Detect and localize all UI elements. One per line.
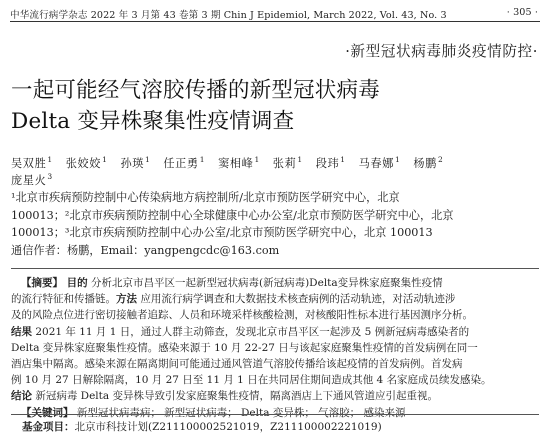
author-separator: [405, 157, 409, 170]
author-affiliation-mark: 1: [145, 155, 150, 165]
affiliation-line: 100013；³北京市疾病预防控制中心办公室/北京市预防医学研究中心，北京 100013: [11, 226, 433, 240]
abstract-line: 【摘要】 目的 分析北京市昌平区一起新型冠状病毒(新冠病毒)Delta变异株家庭聚集性疫情: [21, 277, 443, 289]
author-affiliation-mark: 1: [199, 155, 205, 165]
author: [11, 174, 52, 187]
author: [273, 157, 302, 170]
author-affiliation-mark: 3: [47, 172, 53, 182]
author: [66, 157, 107, 170]
author: [359, 157, 400, 170]
author-name: 张莉: [272, 157, 297, 170]
author: [218, 157, 259, 170]
author-separator: [264, 157, 268, 170]
author-name: 庞星火: [11, 174, 47, 187]
abstract-line: 酒店集中隔离。感染来源在隔离期间可能通过通风管道气溶胶传播给该起疫情的首发病例。首发病: [11, 358, 463, 371]
abstract-line: 及的风险点位进行密切接触者追踪、人员和环境采样核酸检测，对核酸阳性标本进行基因测序分析。: [11, 309, 473, 322]
author-affiliation-mark: 1: [254, 155, 260, 165]
author-separator: [57, 157, 61, 170]
abstract-line: Delta 变异株家庭聚集性疫情。感染来源于 10 月 22-27 日与该起家庭聚集性疫情的首发病例在同一: [11, 341, 478, 354]
author-name: 杨鹏: [413, 157, 437, 170]
title-line-2: Delta 变异株聚集性疫情调查: [11, 109, 295, 134]
affiliation-line: 100013；²北京市疾病预防控制中心全球健康中心办公室/北京市预防医学研究中心，北京: [11, 208, 454, 222]
article-title: [11, 75, 541, 137]
author-separator: [210, 157, 214, 170]
keywords-line: 【关键词】 新型冠状病毒病； 新型冠状病毒； Delta 变异株； 气溶胶； 感染来源: [21, 406, 406, 419]
abstract-line: 的流行特征和传播链。方法 应用流行病学调查和大数据技术核查病例的活动轨迹，对活动轨迹涉: [11, 293, 456, 306]
column-tag: ·新型冠状病毒肺炎疫情防控·: [345, 43, 538, 60]
affiliations: [11, 189, 541, 259]
author-name: 马春娜: [358, 157, 395, 170]
author-affiliation-mark: 2: [437, 155, 443, 165]
page-number: · 305 ·: [506, 7, 538, 18]
author-separator: [155, 157, 159, 170]
author-affiliation-mark: 1: [102, 155, 107, 165]
abstract-line: 结论 新冠病毒 Delta 变异株导致引发家庭聚集性疫情，隔离酒店上下通风管道应引起重视。: [11, 390, 438, 403]
author-separator: [350, 157, 354, 170]
author-affiliation-mark: 1: [297, 155, 303, 165]
abstract-top-rule: [11, 268, 539, 269]
author-separator: [112, 157, 116, 170]
author-affiliation-mark: 1: [47, 155, 53, 165]
author-affiliation-mark: 1: [395, 155, 400, 165]
author-name: 吴双胜: [11, 157, 47, 170]
author-name: 张姣姣: [65, 157, 102, 170]
header-divider: [10, 21, 540, 22]
author-row-2: [11, 172, 541, 189]
title-line-1: 一起可能经气溶胶传播的新型冠状病毒: [11, 78, 380, 103]
author-name: 段玮: [315, 157, 340, 170]
corresponding-author: 通信作者：杨鹏，Email：yangpengcdc@163.com: [11, 243, 280, 257]
author-name: 孙瑛: [120, 157, 145, 170]
journal-citation: 中华流行病学杂志 2022 年 3 月第 43 卷第 3 期 Chin J Epidemiol, March 2022, Vol. 43, No. 3: [10, 10, 447, 21]
abstract-line: 例 10 月 27 日解除隔离，10 月 27 日至 11 月 1 日在共同居住期间造成其他 4 名家庭成员续发感染。: [11, 374, 492, 387]
funding-line: 基金项目：北京市科技计划(Z211100002521019，Z211100002221019): [22, 421, 382, 433]
abstract: [11, 275, 541, 421]
author-row-1: [11, 155, 541, 172]
author: [413, 157, 442, 170]
author: [163, 157, 204, 170]
author-name: 任正勇: [163, 157, 199, 170]
author: [11, 157, 52, 170]
running-head: [10, 5, 538, 21]
author: [316, 157, 345, 170]
author: [120, 157, 149, 170]
author-separator: [307, 157, 311, 170]
affiliation-line: ¹北京市疾病预防控制中心传染病地方病控制所/北京市预防医学研究中心，北京: [11, 191, 400, 204]
author-list: [11, 155, 541, 189]
abstract-line: 结果 2021 年 11 月 1 日，通过人群主动筛查，发现北京市昌平区一起涉及 5 例新冠病毒感染者的: [11, 325, 470, 338]
author-name: 窦相峰: [218, 157, 254, 170]
author-affiliation-mark: 1: [340, 155, 346, 165]
abstract-bottom-rule: [11, 414, 539, 415]
